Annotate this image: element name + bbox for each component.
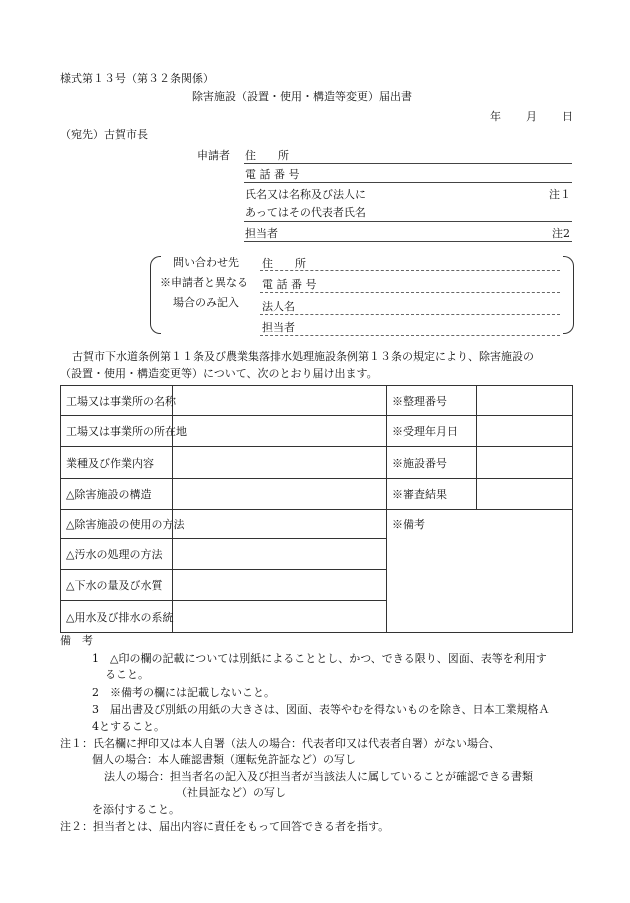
note-1-individual: 個人の場合：本人確認書類（運転免許証など）の写し bbox=[92, 753, 356, 766]
business-type-field[interactable] bbox=[173, 447, 387, 479]
inquiry-address-field[interactable] bbox=[260, 270, 560, 271]
office-field[interactable] bbox=[477, 479, 573, 510]
office-label: ※受理年月日 bbox=[387, 416, 477, 447]
row-label: 工場又は事業所の名称 bbox=[61, 386, 173, 416]
treatment-method-field[interactable] bbox=[173, 539, 387, 570]
addressee: （宛先）古賀市長 bbox=[60, 128, 148, 141]
table-row bbox=[61, 416, 573, 447]
office-label: ※整理番号 bbox=[387, 386, 477, 416]
applicant-phone-label: 電 話 番 号 bbox=[245, 168, 300, 181]
row-label: △汚水の処理の方法 bbox=[61, 539, 173, 570]
inquiry-address-label: 住 所 bbox=[262, 257, 306, 270]
applicant-address-field[interactable] bbox=[244, 163, 572, 164]
office-field[interactable] bbox=[477, 447, 573, 479]
facility-table bbox=[60, 385, 573, 633]
applicant-name-label-2: あってはその代表者氏名 bbox=[245, 206, 366, 219]
note-1-line-1: 注１：氏名欄に押印又は本人自署（法人の場合：代表者印又は代表者自署）がない場合、 bbox=[60, 737, 500, 750]
remark-1-line-2: ること。 bbox=[105, 668, 149, 681]
table-row bbox=[61, 479, 573, 510]
inquiry-phone-label: 電 話 番 号 bbox=[262, 278, 317, 291]
factory-name-field[interactable] bbox=[173, 386, 387, 416]
note-1-corp-line-1: 法人の場合：担当者名の記入及び担当者が当該法人に属していることが確認できる書類 bbox=[104, 770, 533, 783]
row-label: △除害施設の使用の方法 bbox=[61, 510, 173, 539]
date-year-label: 年 bbox=[490, 110, 501, 123]
inquiry-label-2: ※申請者と異なる bbox=[160, 276, 248, 289]
row-label: 工場又は事業所の所在地 bbox=[61, 416, 173, 447]
inquiry-phone-field[interactable] bbox=[260, 292, 560, 293]
inquiry-corp-label: 法人名 bbox=[262, 300, 295, 313]
remarks-label: ※備考 bbox=[387, 510, 573, 633]
facility-structure-field[interactable] bbox=[173, 479, 387, 510]
date-month-label: 月 bbox=[526, 110, 537, 123]
applicant-label: 申請者 bbox=[197, 149, 230, 162]
row-label: 業種及び作業内容 bbox=[61, 447, 173, 479]
note-1-attach: を添付すること。 bbox=[92, 803, 180, 816]
office-field[interactable] bbox=[477, 416, 573, 447]
remark-1-line-1: 1 △印の欄の記載については別紙によることとし、かつ、できる限り、図面、表等を利用す bbox=[92, 652, 547, 665]
factory-location-field[interactable] bbox=[173, 416, 387, 447]
remark-3-line-2: 4とすること。 bbox=[92, 720, 165, 733]
sewage-quality-field[interactable] bbox=[173, 570, 387, 601]
applicant-note1-marker: 注１ bbox=[549, 188, 571, 201]
inquiry-label-1: 問い合わせ先 bbox=[173, 256, 239, 269]
applicant-name-field[interactable] bbox=[244, 221, 572, 222]
applicant-note2-marker: 注2 bbox=[552, 227, 570, 240]
applicant-person-label: 担当者 bbox=[245, 227, 278, 240]
note-2: 注２：担当者とは、届出内容に責任をもって回答できる者を指す。 bbox=[60, 820, 390, 833]
row-label: △用水及び排水の系統 bbox=[61, 601, 173, 633]
date-day-label: 日 bbox=[562, 110, 573, 123]
inquiry-person-label: 担当者 bbox=[262, 321, 295, 334]
inquiry-right-bracket bbox=[563, 256, 574, 334]
intro-line-2: （設置・使用・構造変更等）について、次のとおり届け出ます。 bbox=[60, 367, 378, 380]
applicant-name-label-1: 氏名又は名称及び法人に bbox=[245, 188, 366, 201]
inquiry-person-field[interactable] bbox=[260, 335, 560, 336]
table-row bbox=[61, 447, 573, 479]
office-label: ※審査結果 bbox=[387, 479, 477, 510]
remark-2: 2 ※備考の欄には記載しないこと。 bbox=[92, 686, 275, 699]
inquiry-corp-field[interactable] bbox=[260, 314, 560, 315]
intro-line-1: 古賀市下水道条例第１１条及び農業集落排水処理施設条例第１３条の規定により、除害施設の bbox=[72, 350, 534, 363]
row-label: △下水の量及び水質 bbox=[61, 570, 173, 601]
facility-usage-field[interactable] bbox=[173, 510, 387, 539]
remark-3-line-1: 3 届出書及び別紙の用紙の大きさは、図面、表等やむを得ないものを除き、日本工業規格Ａ bbox=[92, 703, 550, 716]
note-1-corp-line-2: （社員証など）の写し bbox=[176, 786, 286, 799]
table-row bbox=[61, 386, 573, 416]
form-number: 様式第１３号（第３２条関係） bbox=[60, 72, 214, 85]
office-label: ※施設番号 bbox=[387, 447, 477, 479]
inquiry-label-3: 場合のみ記入 bbox=[173, 296, 239, 309]
water-system-field[interactable] bbox=[173, 601, 387, 633]
office-field[interactable] bbox=[477, 386, 573, 416]
applicant-phone-field[interactable] bbox=[244, 182, 572, 183]
page-title: 除害施設（設置・使用・構造等変更）届出書 bbox=[192, 90, 412, 103]
row-label: △除害施設の構造 bbox=[61, 479, 173, 510]
applicant-person-field[interactable] bbox=[244, 241, 572, 242]
applicant-address-label: 住 所 bbox=[245, 149, 289, 162]
remarks-heading: 備 考 bbox=[60, 634, 93, 647]
table-row bbox=[61, 510, 573, 539]
inquiry-left-bracket bbox=[150, 256, 161, 334]
